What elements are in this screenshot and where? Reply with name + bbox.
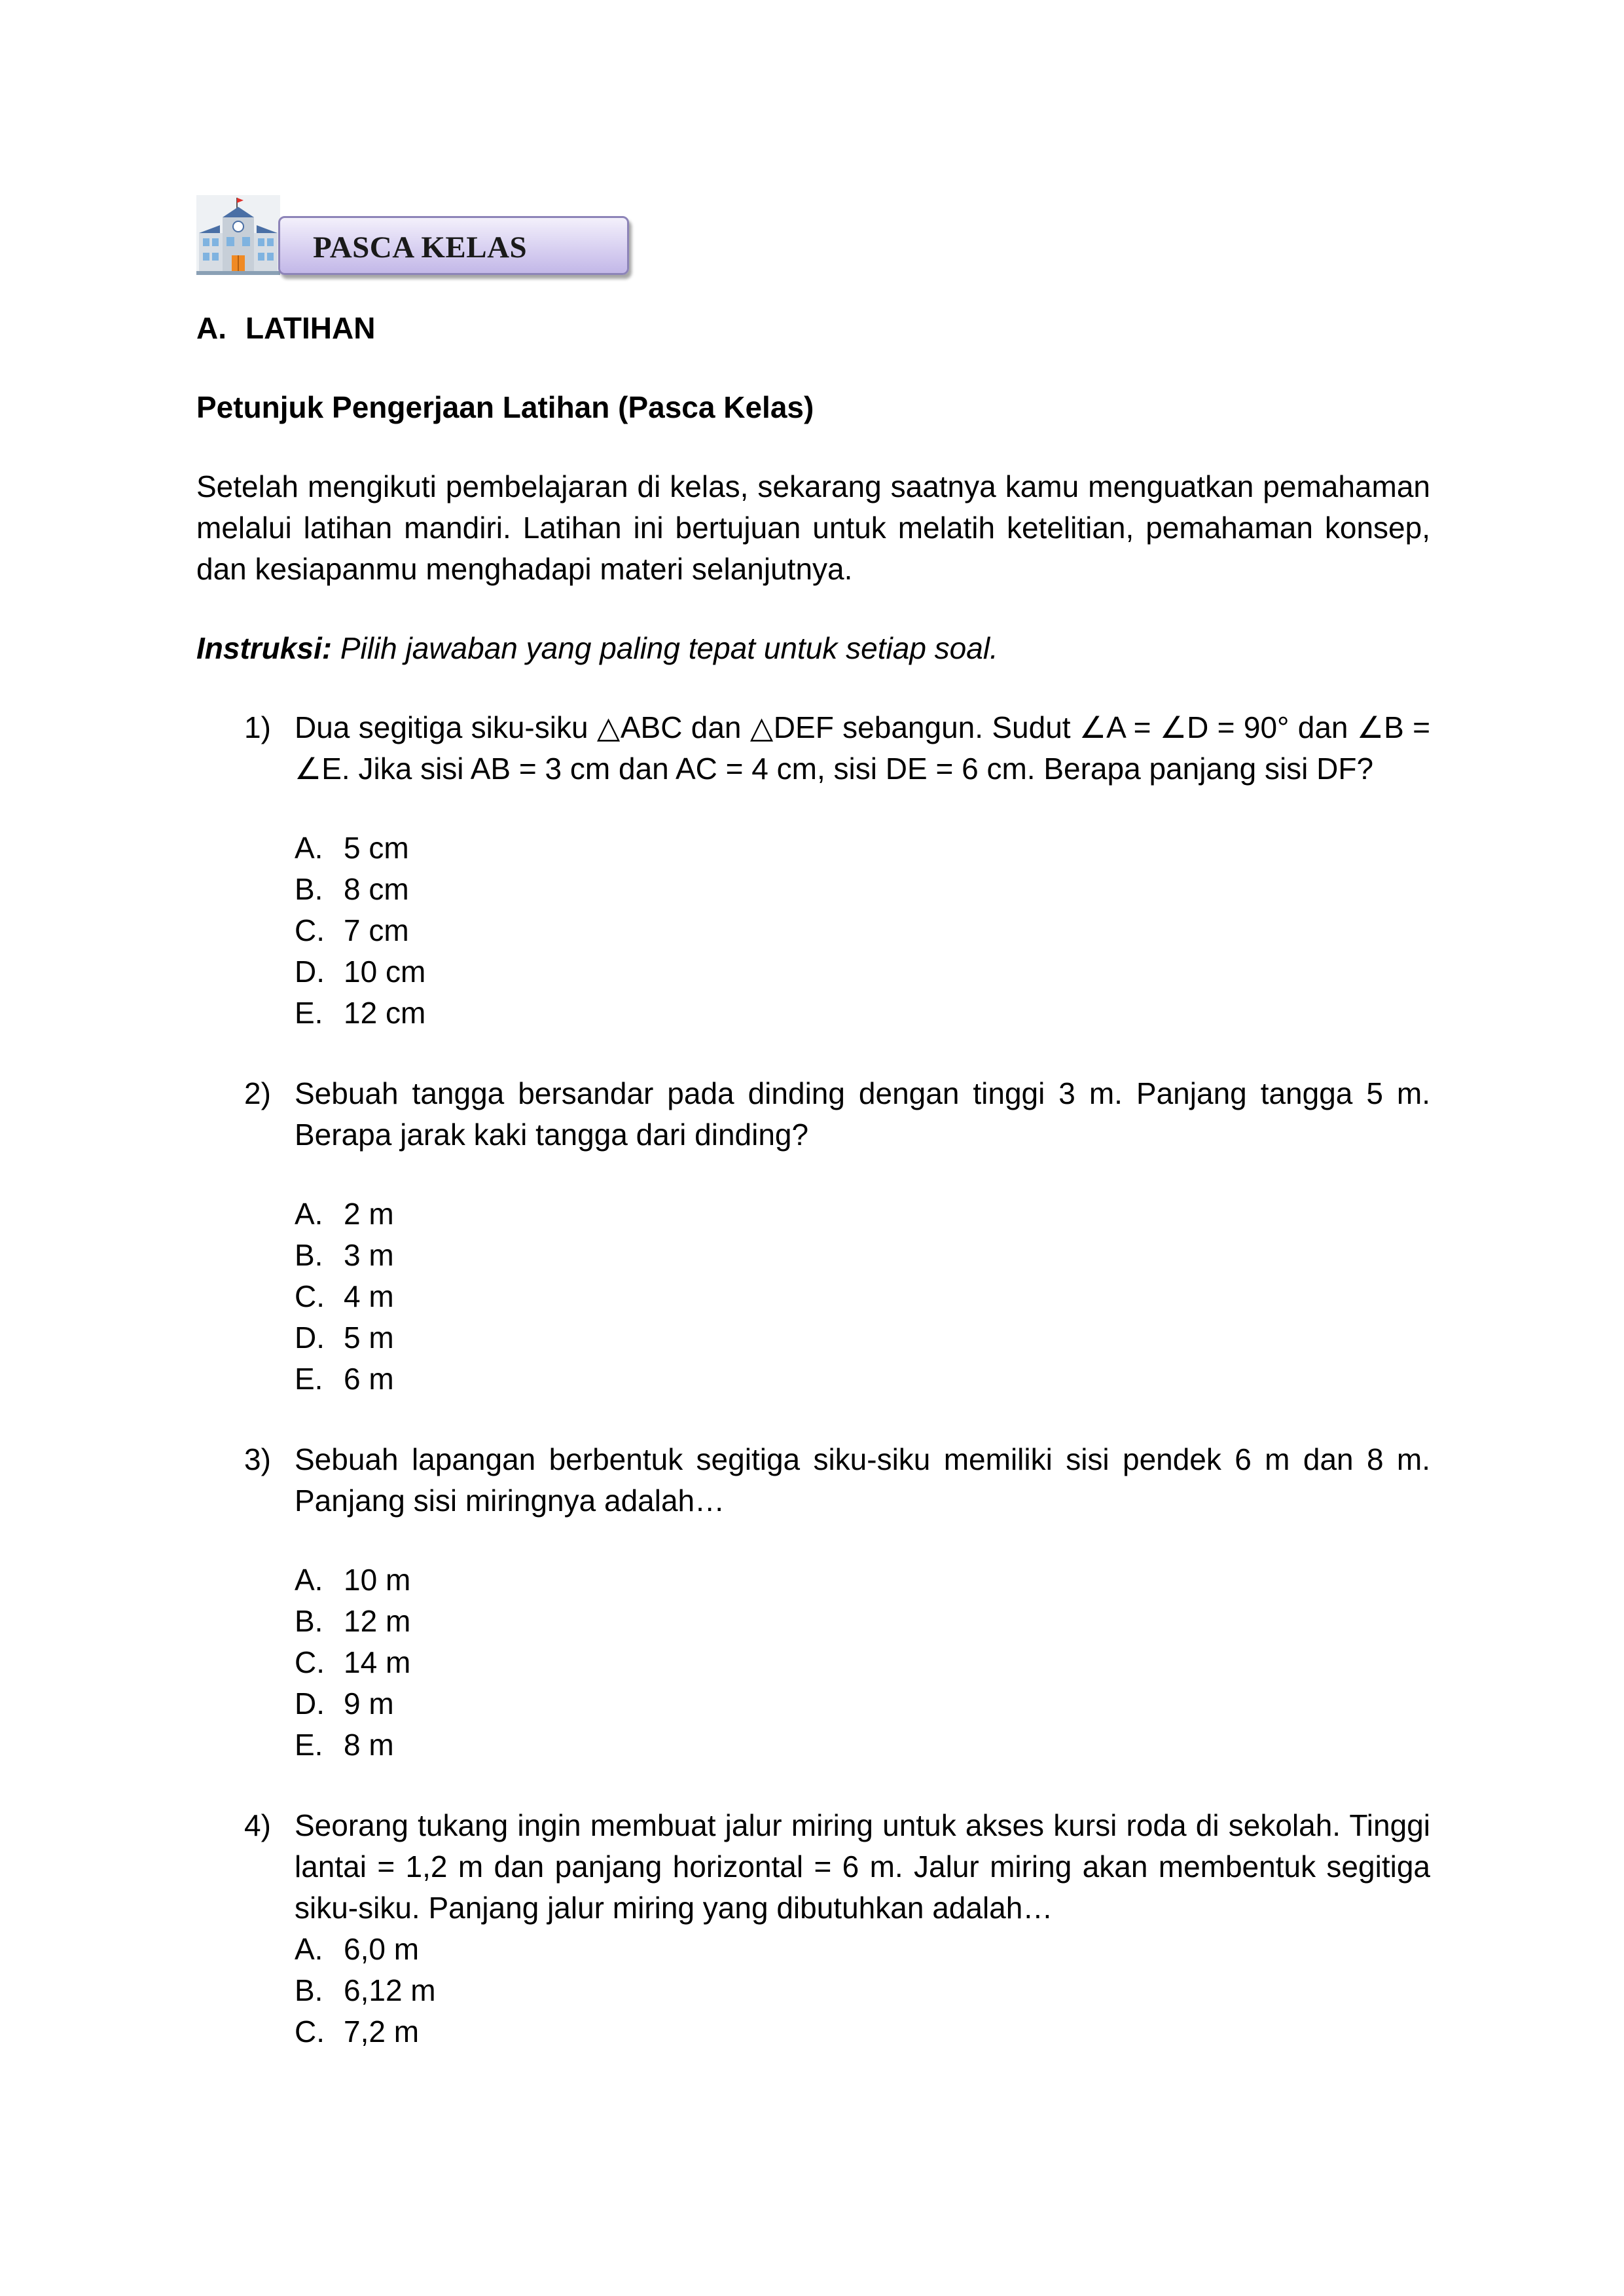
question-text: Dua segitiga siku-siku △ABC dan △DEF sebangun. Sudut ∠A = ∠D = 90° dan ∠B = ∠E. Jika sisi AB = 3 cm dan AC = 4 cm, sisi DE = 6 cm. Berapa panjang sisi DF? bbox=[295, 710, 1430, 786]
option-label: A. bbox=[295, 1932, 323, 1966]
question-number: 1) bbox=[244, 710, 271, 744]
question-item bbox=[196, 1073, 1430, 1400]
option-label: B. bbox=[295, 1238, 323, 1272]
option-text: 14 m bbox=[344, 1645, 411, 1679]
option-text: 7 cm bbox=[344, 913, 409, 947]
instruction-line bbox=[196, 628, 1430, 669]
option-text: 8 cm bbox=[344, 872, 409, 906]
section-heading bbox=[196, 308, 1430, 349]
answer-option bbox=[295, 910, 1430, 951]
option-label: C. bbox=[295, 913, 325, 947]
option-label: D. bbox=[295, 1321, 325, 1355]
answer-option bbox=[295, 2011, 1430, 2052]
option-label: C. bbox=[295, 1645, 325, 1679]
answer-options bbox=[295, 828, 1430, 1034]
option-label: A. bbox=[295, 1197, 323, 1231]
question-number: 2) bbox=[244, 1076, 271, 1110]
answer-option bbox=[295, 1317, 1430, 1358]
section-label: A. bbox=[196, 311, 226, 345]
option-text: 3 m bbox=[344, 1238, 394, 1272]
answer-option bbox=[295, 869, 1430, 910]
intro-paragraph: Setelah mengikuti pembelajaran di kelas, sekarang saatnya kamu menguatkan pemahaman melalui latihan mandiri. Latihan ini bertujuan untuk melatih ketelitian, pemahaman konsep, dan kesiapanmu menghadapi materi selanjutnya. bbox=[196, 469, 1430, 586]
answer-option bbox=[295, 1724, 1430, 1766]
option-text: 12 cm bbox=[344, 996, 426, 1030]
question-item bbox=[196, 1439, 1430, 1766]
badge-label: PASCA KELAS bbox=[313, 230, 528, 264]
exercise-instructions-heading: Petunjuk Pengerjaan Latihan (Pasca Kelas) bbox=[196, 390, 814, 424]
answer-option bbox=[295, 1970, 1430, 2011]
option-label: C. bbox=[295, 2014, 325, 2049]
option-text: 6,12 m bbox=[344, 1973, 436, 2007]
option-label: B. bbox=[295, 872, 323, 906]
option-text: 8 m bbox=[344, 1728, 394, 1762]
option-text: 6 m bbox=[344, 1362, 394, 1396]
option-label: D. bbox=[295, 1686, 325, 1721]
question-text: Sebuah tangga bersandar pada dinding dengan tinggi 3 m. Panjang tangga 5 m. Berapa jarak kaki tangga dari dinding? bbox=[295, 1076, 1430, 1152]
answer-option bbox=[295, 1358, 1430, 1400]
answer-option bbox=[295, 1194, 1430, 1235]
question-number: 3) bbox=[244, 1442, 271, 1476]
option-label: A. bbox=[295, 1563, 323, 1597]
option-label: E. bbox=[295, 1728, 323, 1762]
pasca-kelas-badge bbox=[278, 216, 629, 275]
option-label: A. bbox=[295, 831, 323, 865]
answer-options bbox=[295, 1194, 1430, 1400]
answer-option bbox=[295, 993, 1430, 1034]
answer-option bbox=[295, 1642, 1430, 1683]
answer-options bbox=[295, 1559, 1430, 1766]
answer-option bbox=[295, 828, 1430, 869]
worksheet-content bbox=[196, 308, 1430, 2092]
option-label: E. bbox=[295, 1362, 323, 1396]
option-text: 10 cm bbox=[344, 955, 426, 989]
option-text: 9 m bbox=[344, 1686, 394, 1721]
answer-option bbox=[295, 1276, 1430, 1317]
option-text: 5 cm bbox=[344, 831, 409, 865]
option-label: B. bbox=[295, 1604, 323, 1638]
instruction-text: Pilih jawaban yang paling tepat untuk setiap soal. bbox=[332, 631, 998, 665]
section-title: LATIHAN bbox=[245, 311, 376, 345]
option-text: 12 m bbox=[344, 1604, 411, 1638]
option-text: 5 m bbox=[344, 1321, 394, 1355]
option-label: C. bbox=[295, 1279, 325, 1313]
question-list bbox=[196, 707, 1430, 2052]
answer-option bbox=[295, 1929, 1430, 1970]
option-text: 6,0 m bbox=[344, 1932, 420, 1966]
option-text: 10 m bbox=[344, 1563, 411, 1597]
question-text: Sebuah lapangan berbentuk segitiga siku-siku memiliki sisi pendek 6 m dan 8 m. Panjang sisi miringnya adalah… bbox=[295, 1442, 1430, 1518]
question-text: Seorang tukang ingin membuat jalur miring untuk akses kursi roda di sekolah. Tinggi lantai = 1,2 m dan panjang horizontal = 6 m. Jalur miring akan membentuk segitiga siku-siku. Panjang jalur miring yang dibutuhkan adalah… bbox=[295, 1808, 1430, 1925]
question-number: 4) bbox=[244, 1808, 271, 1842]
answer-options bbox=[295, 1929, 1430, 2052]
option-label: E. bbox=[295, 996, 323, 1030]
question-item bbox=[196, 707, 1430, 1034]
option-text: 2 m bbox=[344, 1197, 394, 1231]
option-label: D. bbox=[295, 955, 325, 989]
answer-option bbox=[295, 1683, 1430, 1724]
instruction-label: Instruksi: bbox=[196, 631, 333, 665]
option-text: 4 m bbox=[344, 1279, 394, 1313]
option-text: 7,2 m bbox=[344, 2014, 420, 2049]
answer-option bbox=[295, 951, 1430, 993]
answer-option bbox=[295, 1601, 1430, 1642]
answer-option bbox=[295, 1559, 1430, 1601]
section-header bbox=[196, 195, 641, 280]
answer-option bbox=[295, 1235, 1430, 1276]
option-label: B. bbox=[295, 1973, 323, 2007]
question-item bbox=[196, 1805, 1430, 2052]
school-building-icon bbox=[196, 195, 280, 275]
